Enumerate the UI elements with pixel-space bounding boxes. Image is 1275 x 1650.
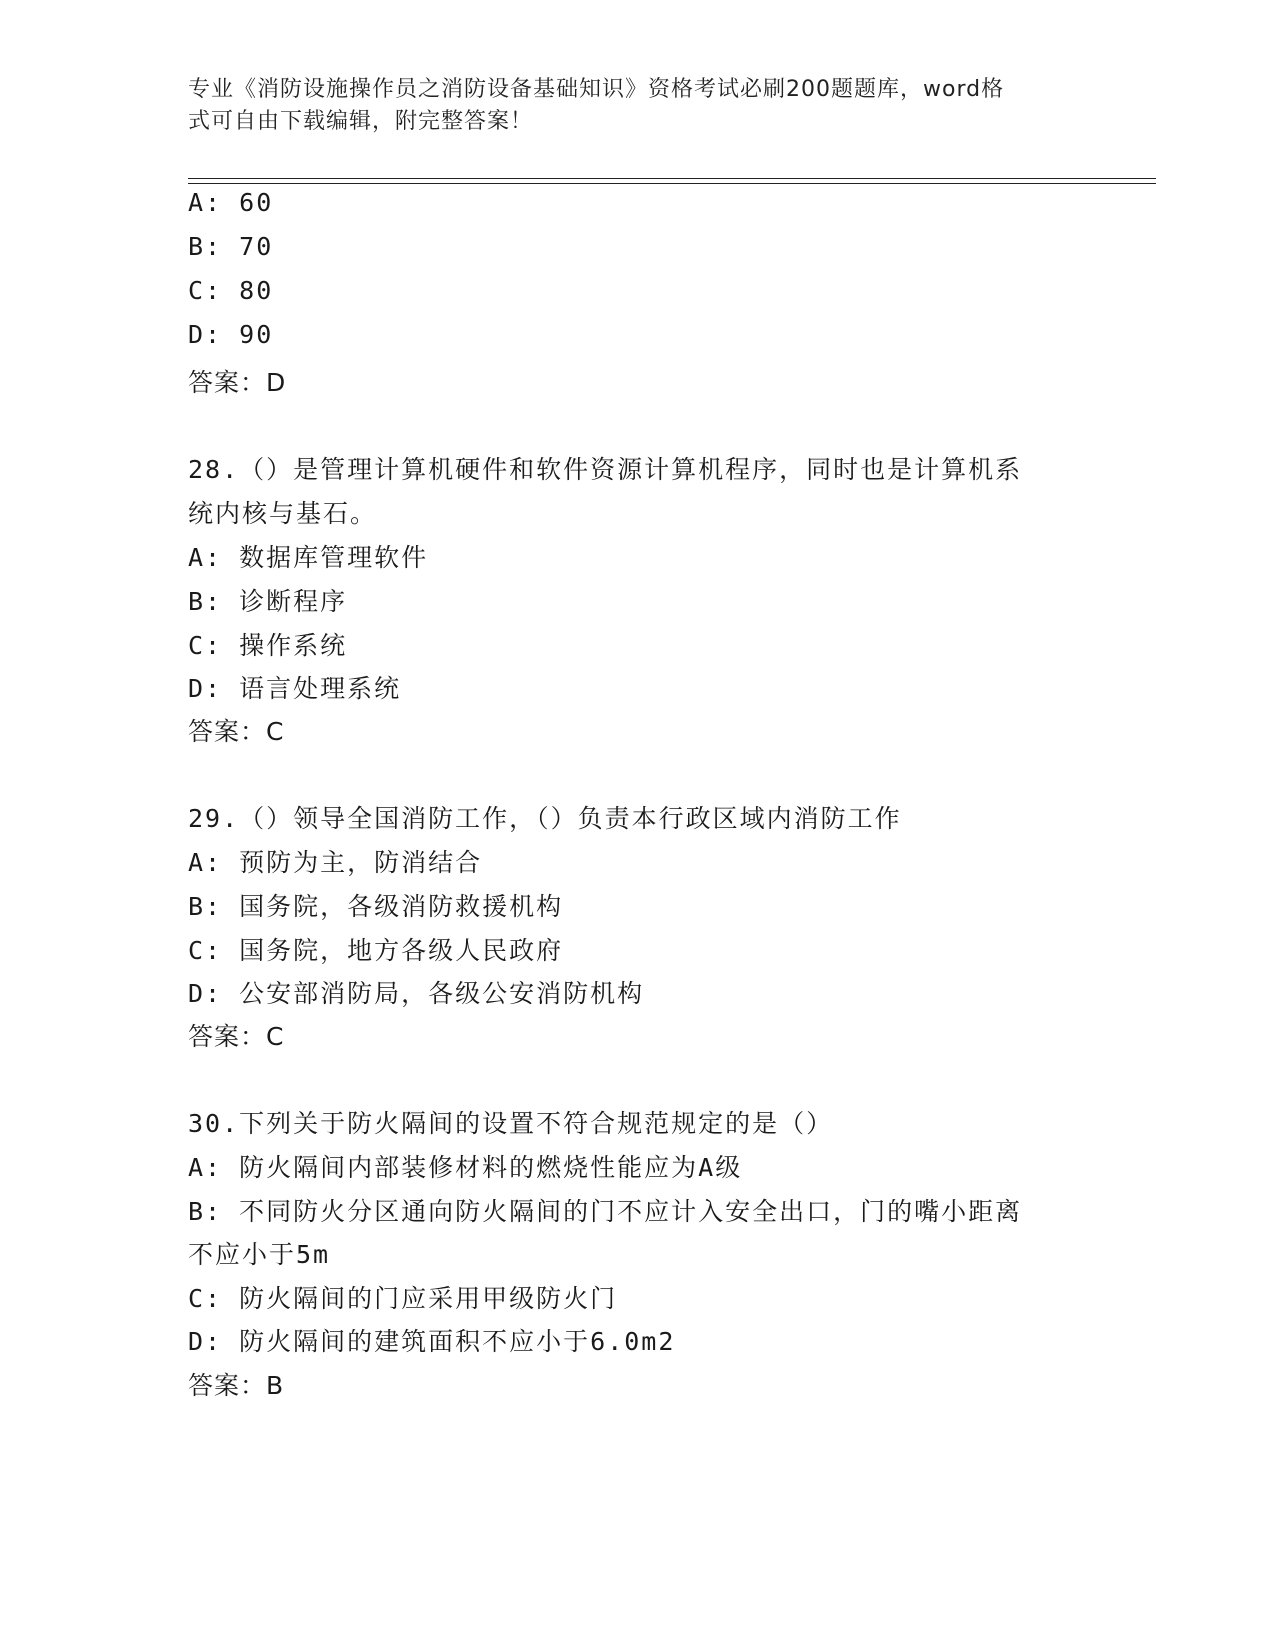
q27-option-c: C: 80 [188, 276, 274, 305]
q28-option-c: C: 操作系统 [188, 631, 348, 660]
q28-answer: 答案：C [188, 717, 285, 746]
q30-question: 30.下列关于防火隔间的设置不符合规范规定的是（） [188, 1109, 834, 1138]
document-header [188, 74, 1068, 138]
q30-option-a: A: 防火隔间内部装修材料的燃烧性能应为A级 [188, 1153, 743, 1182]
header-line-2: 式可自由下载编辑，附完整答案！ [188, 109, 534, 134]
q28-option-d: D: 语言处理系统 [188, 674, 402, 703]
q27-option-b: B: 70 [188, 232, 274, 261]
q29-option-a: A: 预防为主，防消结合 [188, 848, 483, 877]
q29-option-b: B: 国务院，各级消防救援机构 [188, 892, 564, 921]
header-divider-bottom [188, 183, 1156, 184]
q29-answer: 答案：C [188, 1022, 285, 1051]
q28-option-a: A: 数据库管理软件 [188, 543, 429, 572]
q27-answer: 答案：D [188, 368, 287, 397]
q28-option-b: B: 诊断程序 [188, 587, 348, 616]
q29-option-d: D: 公安部消防局，各级公安消防机构 [188, 979, 645, 1008]
header-line-1: 专业《消防设施操作员之消防设备基础知识》资格考试必刷200题题库，word格 [188, 77, 1005, 102]
header-divider-top [188, 178, 1156, 179]
q29-option-c: C: 国务院，地方各级人民政府 [188, 936, 564, 965]
q30-option-b-line-1: B: 不同防火分区通向防火隔间的门不应计入安全出口，门的嘴小距离 [188, 1197, 1023, 1226]
q30-answer: 答案：B [188, 1371, 285, 1400]
q28-question-line-1: 28.（）是管理计算机硬件和软件资源计算机程序，同时也是计算机系 [188, 455, 1023, 484]
q29-question: 29.（）领导全国消防工作，（）负责本行政区域内消防工作 [188, 804, 902, 833]
q27-option-d: D: 90 [188, 320, 274, 349]
q30-option-b-line-2: 不应小于5m [188, 1240, 331, 1269]
q30-option-d: D: 防火隔间的建筑面积不应小于6.0m2 [188, 1327, 676, 1356]
q28-question-line-2: 统内核与基石。 [188, 499, 378, 528]
q27-option-a: A: 60 [188, 188, 274, 217]
q30-option-c: C: 防火隔间的门应采用甲级防火门 [188, 1284, 618, 1313]
